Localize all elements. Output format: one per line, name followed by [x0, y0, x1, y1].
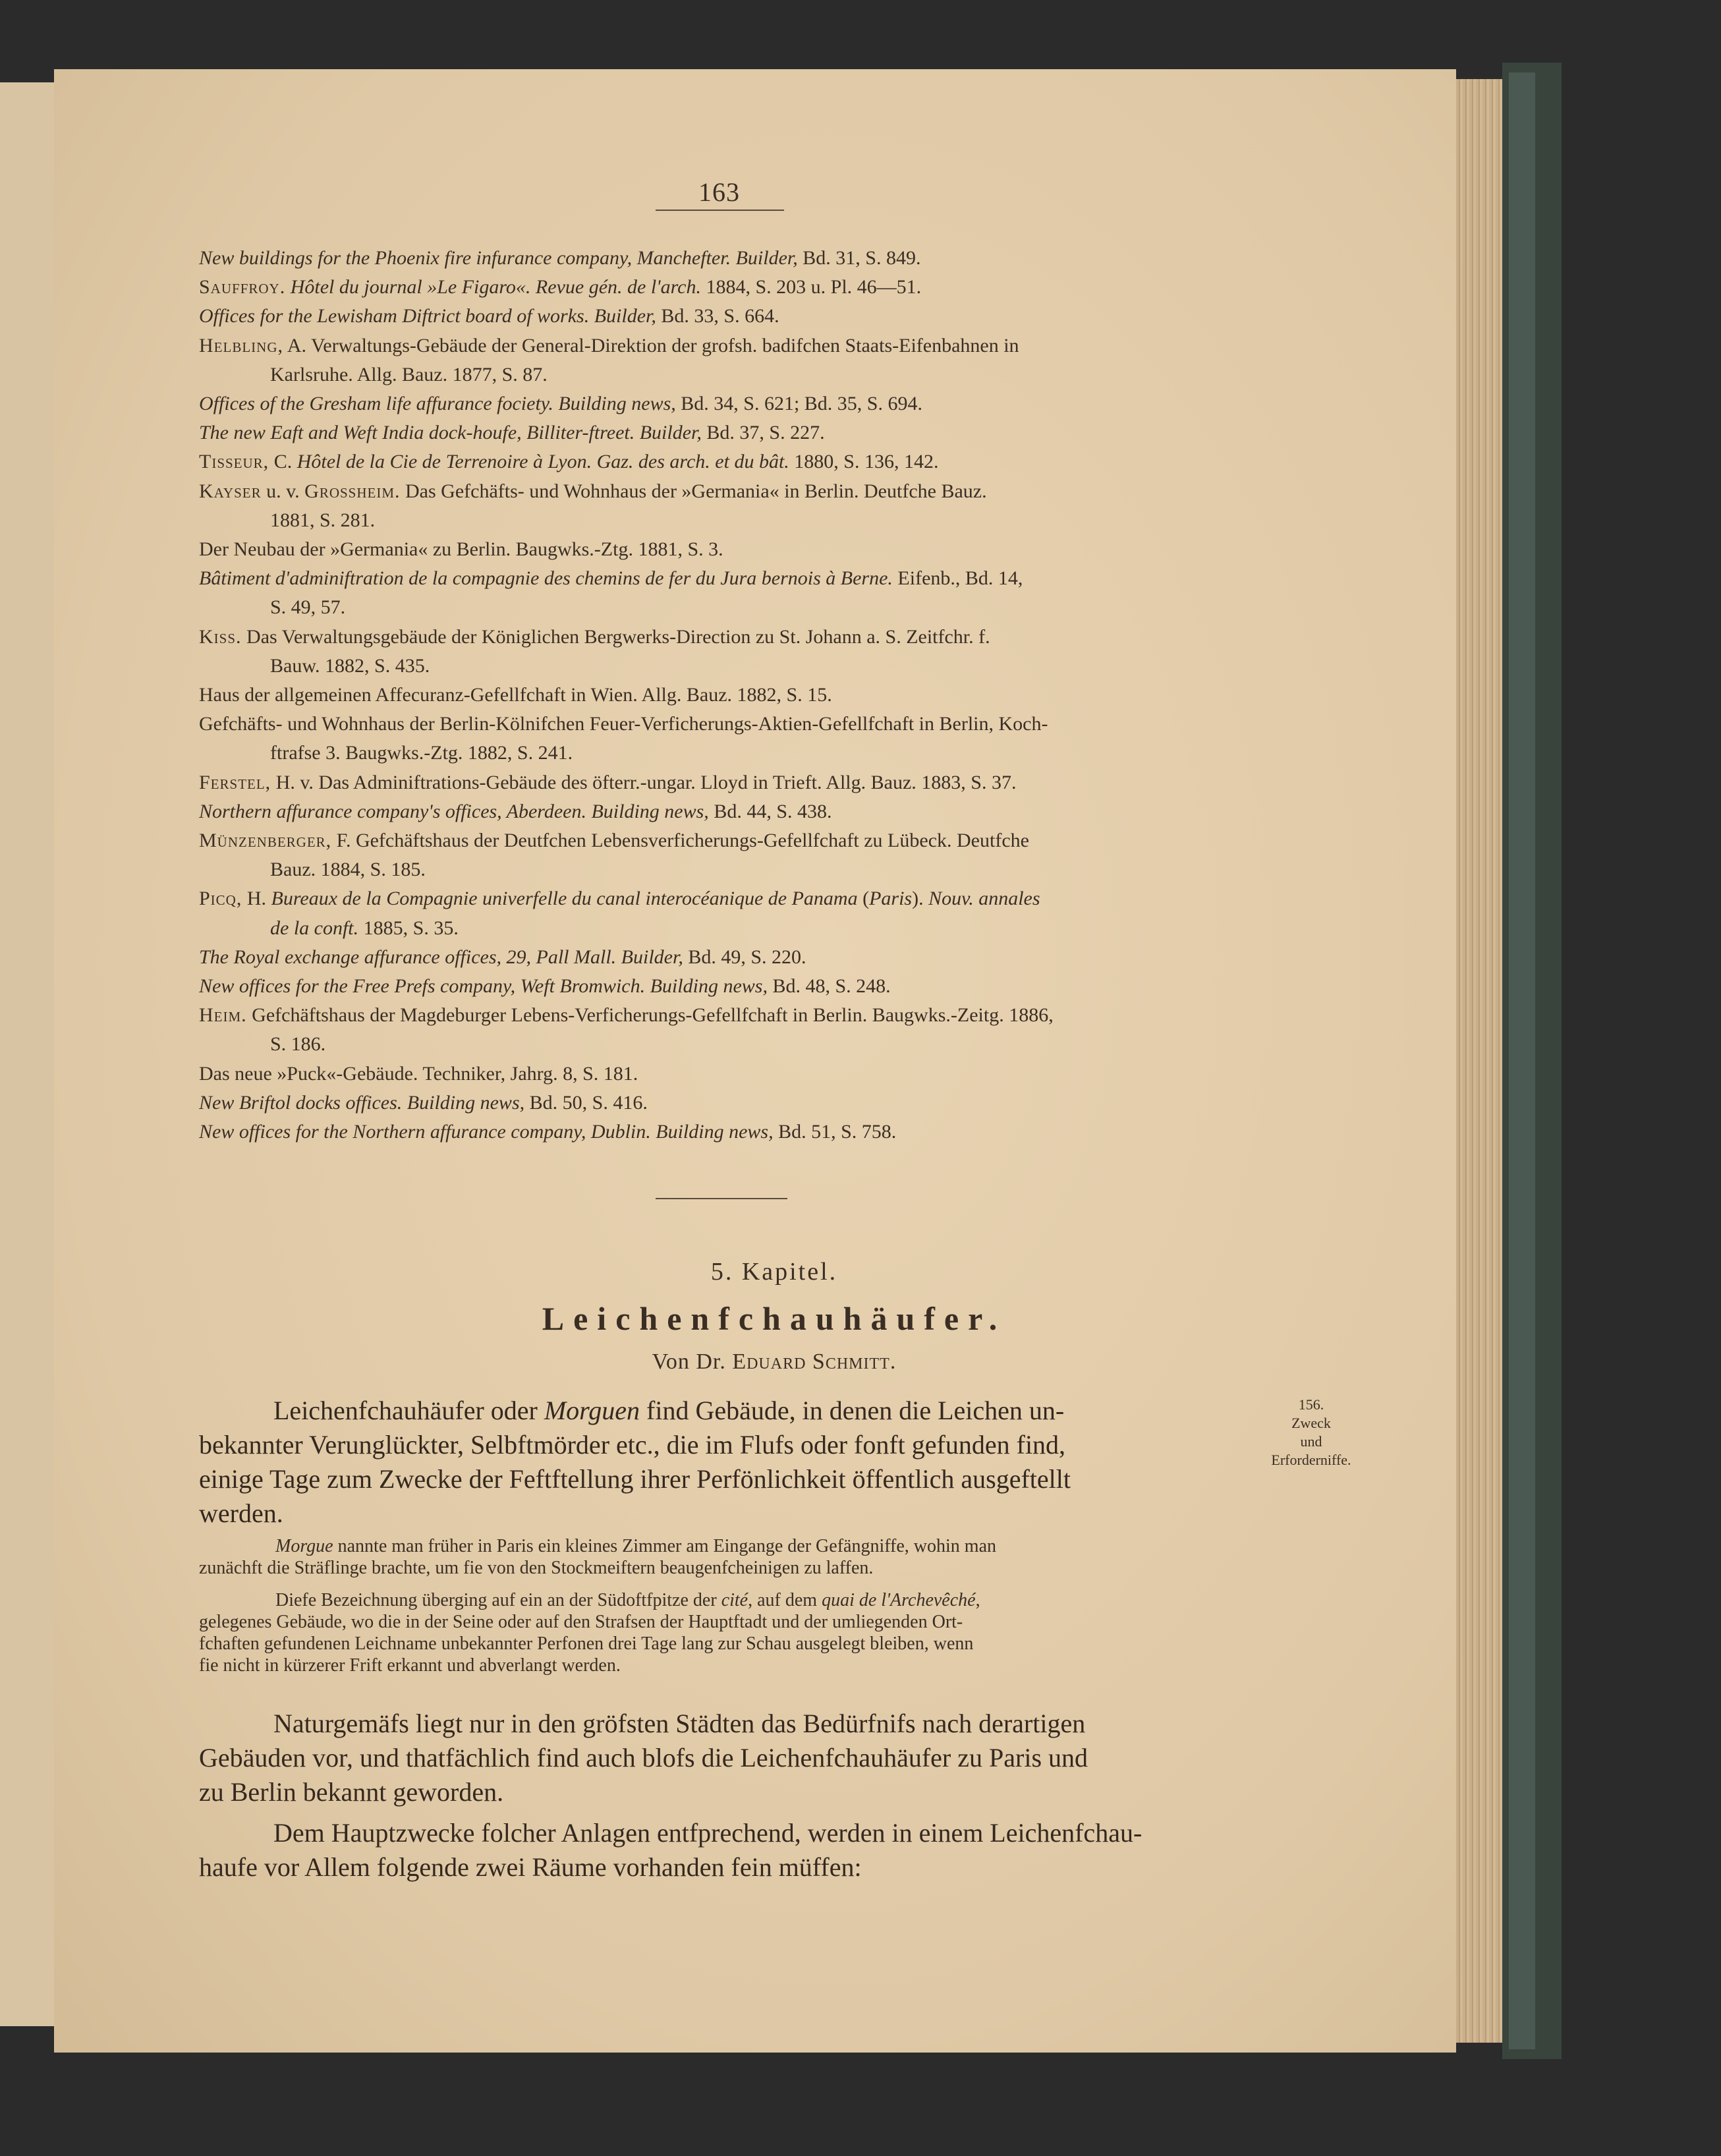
reference-title: de la conft. [270, 917, 359, 939]
chapter-number: 5. Kapitel. [710, 1258, 838, 1286]
reference-entry [199, 973, 891, 1000]
reference-title: Nouv. annales [928, 888, 1040, 910]
reference-author: Münzenberger, [199, 830, 332, 851]
note-line: Morgue nannte man früher in Paris ein kleines Zimmer am Eingange der Gefängniffe, wohin man [275, 1536, 996, 1556]
reference-text: Das neue »Puck«-Gebäude. Techniker, Jahrg. 8, S. 181. [199, 1062, 638, 1085]
note-line: Diefe Bezeichnung überging auf ein an der Südoftfpitze der cité, auf dem quai de l'Archevêché, [275, 1590, 980, 1610]
left-page-edge [0, 82, 54, 2026]
body-line: werden. [199, 1498, 283, 1528]
reference-author: Helbling, [199, 334, 283, 356]
reference-text: Der Neubau der »Germania« zu Berlin. Baugwks.-Ztg. 1881, S. 3. [199, 538, 723, 560]
book-cover-board [1509, 72, 1535, 2049]
reference-text: Bd. 34, S. 621; Bd. 35, S. 694. [675, 393, 922, 414]
reference-text: Bd. 44, S. 438. [708, 800, 832, 822]
reference-title: Paris [869, 888, 913, 910]
reference-text: Bd. 31, S. 849. [797, 247, 921, 269]
reference-author: Kayser [199, 480, 262, 502]
reference-continuation [270, 740, 573, 766]
reference-text: Eifenb., Bd. 14, [892, 567, 1023, 590]
reference-text: ). [912, 888, 929, 910]
body-line: Gebäuden vor, und thatfächlich find auch blofs die Leichenfchauhäufer zu Paris und [199, 1743, 1088, 1773]
reference-continuation [270, 653, 430, 679]
reference-text: Das Verwaltungsgebäude der Königlichen Bergwerks-Direction zu St. Johann a. S. Zeitfchr. f. [241, 625, 990, 648]
reference-title: Bureaux de la Compagnie univerfelle du canal interocéanique de Panama [271, 888, 858, 910]
reference-text: Karlsruhe. Allg. Bauz. 1877, S. 87. [270, 363, 548, 385]
reference-author: Tisseur, [199, 451, 269, 473]
body-line: Naturgemäfs liegt nur in den gröfsten Städten das Bedürfnifs nach derartigen [273, 1709, 1086, 1738]
body-text: Leichenfchauhäufer oder Morguen find Gebäude, in denen die Leichen un- [273, 1396, 1065, 1425]
body-line: einige Tage zum Zwecke der Feftftellung ihrer Perfönlichkeit öffentlich ausgeftellt [199, 1464, 1071, 1494]
margin-note-line3: Erforderniffe. [1271, 1452, 1351, 1468]
reference-author: Sauffroy. [199, 276, 286, 298]
section-divider [656, 1198, 787, 1199]
reference-entry [199, 1090, 648, 1116]
reference-entry [199, 478, 987, 505]
margin-note-line2: und [1300, 1433, 1322, 1450]
reference-continuation [270, 594, 345, 621]
reference-title: Bâtiment d'adminiftration de la compagnie des chemins de fer du Jura bernois à Berne. [199, 567, 893, 590]
reference-entry [199, 1002, 1054, 1029]
reference-entry [199, 303, 779, 329]
chapter-title: Leichenfchauhäufer. [542, 1300, 1007, 1337]
reference-text: S. 49, 57. [270, 596, 346, 619]
reference-text: F. Gefchäftshaus der Deutfchen Lebensverficherungs-Gefellfchaft zu Lübeck. Deutfche [331, 830, 1029, 851]
reference-text: H. v. Das Adminiftrations-Gebäude des öfterr.-ungar. Lloyd in Trieft. Allg. Bauz. 1883, S. 37. [271, 771, 1017, 793]
reference-text: Bd. 51, S. 758. [773, 1121, 897, 1143]
author-prefix: Von Dr. [652, 1349, 733, 1374]
body-line [273, 1394, 1064, 1428]
reference-text: ftrafse 3. Baugwks.-Ztg. 1882, S. 241. [270, 742, 573, 764]
body-line: bekannter Verunglückter, Selbftmörder etc., die im Flufs oder fonft gefunden find, [199, 1430, 1066, 1460]
reference-entry [199, 1061, 638, 1087]
reference-text: Gefchäftshaus der Magdeburger Lebens-Verficherungs-Gefellfchaft in Berlin. Baugwks.-Zeitg. 1886, [246, 1004, 1054, 1027]
reference-text: S. 186. [270, 1033, 326, 1056]
reference-entry [199, 449, 938, 475]
reference-text: 1880, S. 136, 142. [789, 451, 939, 473]
reference-entry [199, 565, 1023, 592]
reference-title: New Briftol docks offices. Building news, [199, 1091, 525, 1114]
reference-text: Bd. 50, S. 416. [524, 1091, 648, 1114]
reference-entry [199, 944, 806, 971]
note-line: fchaften gefundenen Leichname unbekannter Perfonen drei Tage lang zur Schau ausgelegt bleiben, wenn [199, 1633, 974, 1654]
reference-entry [199, 274, 921, 300]
reference-title: Hôtel du journal »Le Figaro«. Revue gén. de l'arch. [285, 276, 701, 298]
reference-author: Heim. [199, 1004, 247, 1027]
reference-author: Ferstel, [199, 771, 271, 793]
note-line: gelegenes Gebäude, wo die in der Seine oder auf den Strafsen der Hauptftadt und der umliegenden Ort- [199, 1612, 963, 1632]
reference-author: Kiss. [199, 625, 242, 648]
reference-author: Grossheim. [304, 480, 401, 502]
page-number-rule [656, 210, 784, 211]
reference-entry [199, 536, 723, 563]
reference-text: C. [269, 451, 297, 473]
reference-entry [199, 682, 832, 708]
page-stack-edge [1456, 79, 1502, 2043]
reference-text: ( [857, 888, 870, 910]
page-number: 163 [698, 177, 740, 207]
reference-title: New offices for the Northern affurance company, Dublin. Building news, [199, 1121, 774, 1143]
reference-entry [199, 624, 990, 650]
reference-entry [199, 245, 920, 271]
reference-title: The new Eaft and Weft India dock-houfe, Billiter-ftreet. Builder, [199, 422, 702, 444]
reference-text: H. [242, 888, 271, 910]
reference-text: Bd. 37, S. 227. [701, 422, 825, 444]
reference-title: Offices of the Gresham life affurance fociety. Building news, [199, 393, 676, 414]
reference-entry [199, 420, 825, 446]
note-line: zunächft die Sträflinge brachte, um fie von den Stockmeiftern beaugenfcheinigen zu laffen. [199, 1558, 874, 1578]
reference-continuation [270, 857, 426, 883]
reference-title: New buildings for the Phoenix fire infurance company, Manchefter. Builder, [199, 247, 798, 269]
reference-text: Gefchäfts- und Wohnhaus der Berlin-Kölnifchen Feuer-Verficherungs-Aktien-Gefellfchaft in Berlin, Koch- [199, 713, 1048, 735]
reference-text: Bauz. 1884, S. 185. [270, 859, 426, 881]
note-line: fie nicht in kürzerer Frift erkannt und abverlangt werden. [199, 1655, 621, 1676]
reference-title: The Royal exchange affurance offices, 29, Pall Mall. Builder, [199, 946, 683, 968]
reference-continuation [270, 915, 459, 942]
reference-text: Bd. 49, S. 220. [683, 946, 806, 968]
reference-text: 1885, S. 35. [358, 917, 459, 939]
reference-text: 1884, S. 203 u. Pl. 46—51. [700, 276, 922, 298]
reference-entry [199, 711, 1048, 737]
reference-entry [199, 799, 832, 825]
reference-continuation [270, 1031, 325, 1058]
reference-text: Bd. 33, S. 664. [656, 305, 779, 327]
reference-text: 1881, S. 281. [270, 509, 376, 531]
reference-entry [199, 770, 1016, 796]
margin-note-line1: Zweck [1291, 1415, 1331, 1431]
reference-title: Offices for the Lewisham Diftrict board of works. Builder, [199, 305, 656, 327]
reference-text: Bauw. 1882, S. 435. [270, 654, 430, 677]
author-line [0, 1349, 1548, 1375]
reference-text: Haus der allgemeinen Affecuranz-Gefellfchaft in Wien. Allg. Bauz. 1882, S. 15. [199, 684, 832, 706]
reference-title: Hôtel de la Cie de Terrenoire à Lyon. Gaz. des arch. et du bât. [296, 451, 789, 473]
reference-entry [199, 391, 922, 417]
reference-title: New offices for the Free Prefs company, Weft Bromwich. Building news, [199, 975, 768, 997]
body-line: Dem Hauptzwecke folcher Anlagen entfprechend, werden in einem Leichenfchau- [273, 1818, 1143, 1848]
reference-entry [199, 886, 1040, 912]
reference-entry [199, 828, 1029, 854]
reference-author: Picq, [199, 888, 242, 910]
reference-entry [199, 1119, 896, 1145]
reference-text: u. v. [261, 480, 305, 502]
reference-continuation [270, 507, 375, 534]
body-line: zu Berlin bekannt geworden. [199, 1777, 504, 1807]
reference-continuation [270, 362, 548, 388]
reference-text: Das Gefchäfts- und Wohnhaus der »Germania« in Berlin. Deutfche Bauz. [400, 480, 987, 502]
reference-text: A. Verwaltungs-Gebäude der General-Direktion der grofsh. badifchen Staats-Eifenbahnen in [283, 334, 1019, 356]
body-line: haufe vor Allem folgende zwei Räume vorhanden fein müffen: [199, 1852, 862, 1882]
author-name: Eduard Schmitt. [732, 1349, 897, 1374]
reference-title: Northern affurance company's offices, Aberdeen. Building news, [199, 800, 709, 822]
margin-note-number: 156. [1298, 1396, 1324, 1413]
reference-text: Bd. 48, S. 248. [767, 975, 891, 997]
reference-entry [199, 333, 1019, 359]
